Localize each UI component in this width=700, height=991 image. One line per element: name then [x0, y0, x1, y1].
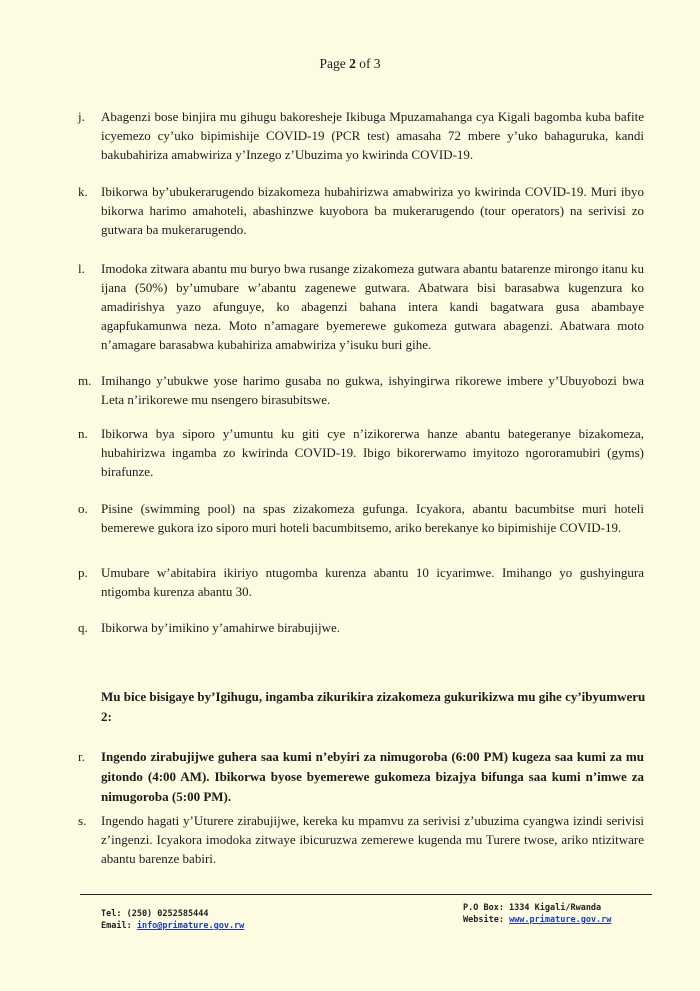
- item-letter: j.: [78, 109, 85, 124]
- item-letter: p.: [78, 565, 88, 580]
- footer-email-label: Email:: [101, 921, 137, 931]
- footer-website-row: [463, 914, 611, 926]
- item-text: Imihango y’ubukwe yose harimo gusaba no gukwa, ishyingirwa rikorewe imbere y’Ubuyobozi bwa Leta n’irikorewe mu nsengero birasubitswe.: [101, 373, 644, 407]
- item-letter: o.: [78, 501, 88, 516]
- item-text: Ibikorwa bya siporo y’umuntu ku giti cye n’izikorerwa hanze abantu bategeranye bizakomeza, hubahirizwa ingamba zo kwirinda COVID-19. Ibigo bikorerwamo imyitozo ngororamubiri (gyms) birafunze.: [101, 426, 644, 479]
- footer-website-link[interactable]: www.primature.gov.rw: [509, 915, 612, 925]
- item-text: Ingendo zirabujijwe guhera saa kumi n’ebyiri za nimugoroba (6:00 PM) kugeza saa kumi za mu gitondo (4:00 AM). Ibikorwa byose byemerewe gukomeza bizajya bifunga saa kumi n’imwe za nimugoroba (5:00 PM).: [101, 749, 644, 804]
- footer-email-link[interactable]: info@primature.gov.rw: [136, 921, 245, 931]
- item-text: Ibikorwa by’imikino y’amahirwe birabujijwe.: [101, 620, 340, 635]
- item-text: Abagenzi bose binjira mu gihugu bakoresheje Ikibuga Mpuzamahanga cya Kigali bagomba kuba bafite icyemezo cy’uko bipimishije COVID-19 (PCR test) amasaha 72 mbere y’uko bahaguruka, kandi bakubahiriza amabwiriza y’Inzego z’Ubuzima yo kwirinda COVID-19.: [101, 109, 644, 162]
- page-number: Page 2 of 3: [319, 56, 381, 71]
- item-letter: m.: [78, 373, 92, 388]
- item-text: Umubare w’abitabira ikiriyo ntugomba kurenza abantu 10 icyarimwe. Imihango yo gushyingura ntigomba kurenza abantu 30.: [101, 565, 644, 599]
- footer-tel: Tel: (250) 0252585444: [101, 909, 209, 919]
- item-text: Pisine (swimming pool) na spas zizakomeza gufunga. Icyakora, abantu bacumbitse muri hoteli bemerewe gukora izo siporo muri hoteli bacumbitsemo, ariko berekanye ko bipimishije COVID-19.: [101, 501, 644, 535]
- list-item-s: [78, 811, 644, 868]
- item-letter: r.: [78, 749, 85, 764]
- item-letter: q.: [78, 620, 88, 635]
- footer-website-label: Website:: [463, 915, 510, 925]
- item-text: Imodoka zitwara abantu mu buryo bwa rusange zizakomeza gutwara abantu batarenze mirongo itanu ku ijana (50%) by’umubare w’abantu zagenewe gutwara. Abatwara bisi barasabwa kugenzura ko amadirishya yazo afunguye, ko abagenzi bahana intera kandi bagatwara gusa abambaye agapfukamunwa neza. Moto n’amagare byemerewe gukomeza gutwara abagenzi. Abatwara moto n’amagare barasabwa kubahiriza amabwiriza y’isuku buri gihe.: [101, 261, 644, 352]
- item-letter: k.: [78, 184, 88, 199]
- footer-contact-right: [463, 902, 611, 926]
- list-item-o: [78, 499, 644, 537]
- item-text: Ibikorwa by’ubukerarugendo bizakomeza hubahirizwa amabwiriza yo kwirinda COVID-19. Muri ibyo bikorwa harimo amahoteli, abashinzwe kuyobora ba mukerarugendo (tour operators) na serivisi zo gutwara ba mukerarugendo.: [101, 184, 644, 237]
- list-item-q: [78, 618, 644, 637]
- footer-email-row: [101, 920, 244, 932]
- list-item-r: [78, 747, 644, 807]
- list-item-k: [78, 182, 644, 239]
- item-letter: l.: [78, 261, 85, 276]
- list-item-j: [78, 107, 644, 164]
- item-text: Ingendo hagati y’Uturere zirabujijwe, kereka ku mpamvu za serivisi z’ubuzima cyangwa izindi serivisi z’ingenzi. Icyakora imodoka zitwaye ibicuruzwa zemerewe kugenda mu Turere twose, ariko ntizitware abantu barenze babiri.: [101, 813, 644, 866]
- list-item-n: [78, 424, 644, 481]
- footer-pobox: P.O Box: 1334 Kigali/Rwanda: [463, 903, 602, 913]
- item-letter: n.: [78, 426, 88, 441]
- list-item-m: [78, 371, 644, 409]
- footer-contact-left: [101, 908, 244, 932]
- footer-divider: [80, 894, 652, 895]
- list-item-l: [78, 259, 644, 354]
- item-letter: s.: [78, 813, 87, 828]
- list-item-p: [78, 563, 644, 601]
- section-heading: Mu bice bisigaye by’Igihugu, ingamba zikurikira zizakomeza gukurikizwa mu gihe cy’ibyumweru 2:: [101, 689, 646, 724]
